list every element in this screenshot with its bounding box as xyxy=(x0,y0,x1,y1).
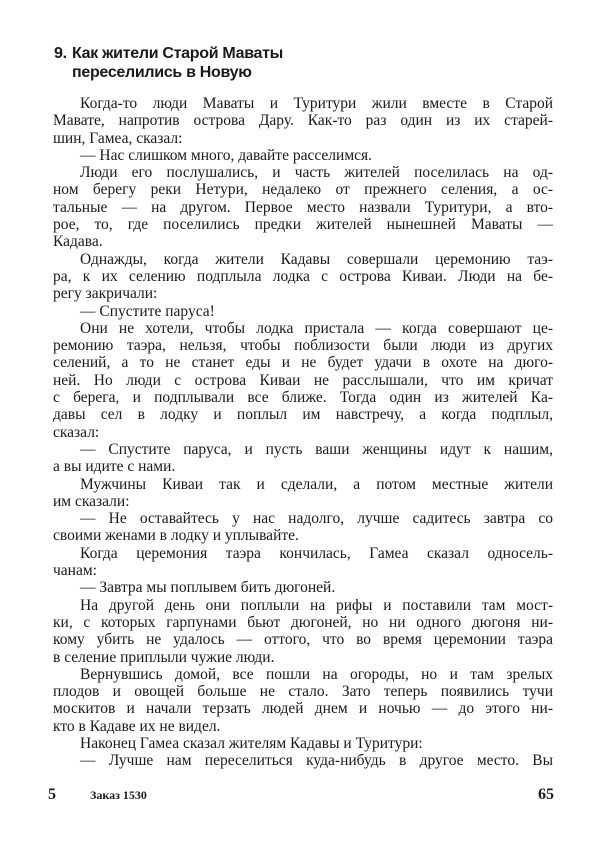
text-line: тальные — на другом. Первое место назвали Туритури, а вто- xyxy=(53,198,553,216)
chapter-number: 9. xyxy=(54,45,67,62)
text-line: им сказали: xyxy=(53,492,130,510)
text-line: ки, с которых гарпунами бьют дюгоней, но ни одного дюгоня ни- xyxy=(53,613,553,631)
text-line: Однажды, когда жители Кадавы совершали церемонию таэ- xyxy=(80,250,553,268)
text-line: — Завтра мы поплывем бить дюгоней. xyxy=(80,579,336,597)
text-line: Когда-то люди Маваты и Туритури жили вместе в Старой xyxy=(80,95,553,112)
page-footer xyxy=(48,786,554,806)
text-line: своими женами в лодку и уплывайте. xyxy=(53,527,299,545)
text-line: кто в Кадаве их не видел. xyxy=(53,717,221,735)
title-line-2: переселились в Новую xyxy=(72,64,252,81)
text-line: плодов и овощей больше не стало. Зато теперь появились тучи xyxy=(53,683,553,701)
text-line: сказал: xyxy=(53,423,100,441)
text-line: кому убить не удалось — оттого, что во время церемонии таэра xyxy=(53,631,553,649)
text-line: Вернувшись домой, все пошли на огороды, но и там зрелых xyxy=(80,665,553,683)
text-line: Они не хотели, чтобы лодка пристала — когда совершают це- xyxy=(80,319,553,337)
text-line: чанам: xyxy=(53,562,97,580)
text-line: ремонию таэра, нельзя, чтобы поблизости были люди из других xyxy=(53,337,553,355)
text-line: — Спустите паруса, и пусть ваши женщины идут к нашим, xyxy=(80,440,553,458)
text-line: — Спустите паруса! xyxy=(80,302,215,320)
text-line: рое, то, где поселились предки жителей нынешней Маваты — xyxy=(53,216,553,234)
text-line: ра, к их селению подплыла лодка с острова Киваи. Люди на бе- xyxy=(53,267,553,285)
page-number: 65 xyxy=(538,786,554,803)
signature-mark: 5 xyxy=(48,786,56,803)
text-line: давы сел в лодку и поплыл им навстречу, а когда подплыл, xyxy=(53,406,553,424)
text-line: Кадава. xyxy=(53,233,103,251)
text-line: шин, Гамеа, сказал: xyxy=(53,129,183,147)
text-line: ней. Но люди с острова Киваи не расслышали, что им кричат xyxy=(53,371,553,389)
text-line: Люди его послушались, и часть жителей поселилась на од- xyxy=(80,164,553,182)
text-line: ном берегу реки Нетури, недалеко от прежнего селения, а ос- xyxy=(53,181,553,199)
text-line: Мавате, напротив острова Дару. Как-то раз один из их старей- xyxy=(53,112,553,130)
text-line: Наконец Гамеа сказал жителям Кадавы и Туритури: xyxy=(80,734,423,752)
text-line: а вы идите с нами. xyxy=(53,458,176,476)
text-line: — Нас слишком много, давайте расселимся. xyxy=(80,146,373,164)
print-order: Заказ 1530 xyxy=(90,788,147,802)
text-line: регу закричали: xyxy=(53,285,158,303)
text-line: Когда церемония таэра кончилась, Гамеа сказал односель- xyxy=(80,544,553,562)
text-line: Мужчины Киваи так и сделали, а потом местные жители xyxy=(80,475,553,493)
text-line: селений, а то не станет еды и не будет удачи в охоте на дюго- xyxy=(53,354,553,372)
text-line: На другой день они поплыли на рифы и поставили там мост- xyxy=(80,596,553,614)
text-line: в селение приплыли чужие люди. xyxy=(53,648,275,666)
title-text-1: Как жители Старой Маваты xyxy=(72,45,284,62)
body-text xyxy=(53,95,553,770)
chapter-title xyxy=(54,44,283,82)
text-line: — Лучше нам переселиться куда-нибудь в другое место. Вы xyxy=(80,752,553,770)
text-line: москитов и начали терзать людей днем и ночью — до этого ни- xyxy=(53,700,553,718)
title-line-1 xyxy=(54,44,283,63)
text-line: — Не оставайтесь у нас надолго, лучше садитесь завтра со xyxy=(80,510,553,528)
text-line: с берега, и подплывали все ближе. Тогда один из жителей Ка- xyxy=(53,389,553,407)
